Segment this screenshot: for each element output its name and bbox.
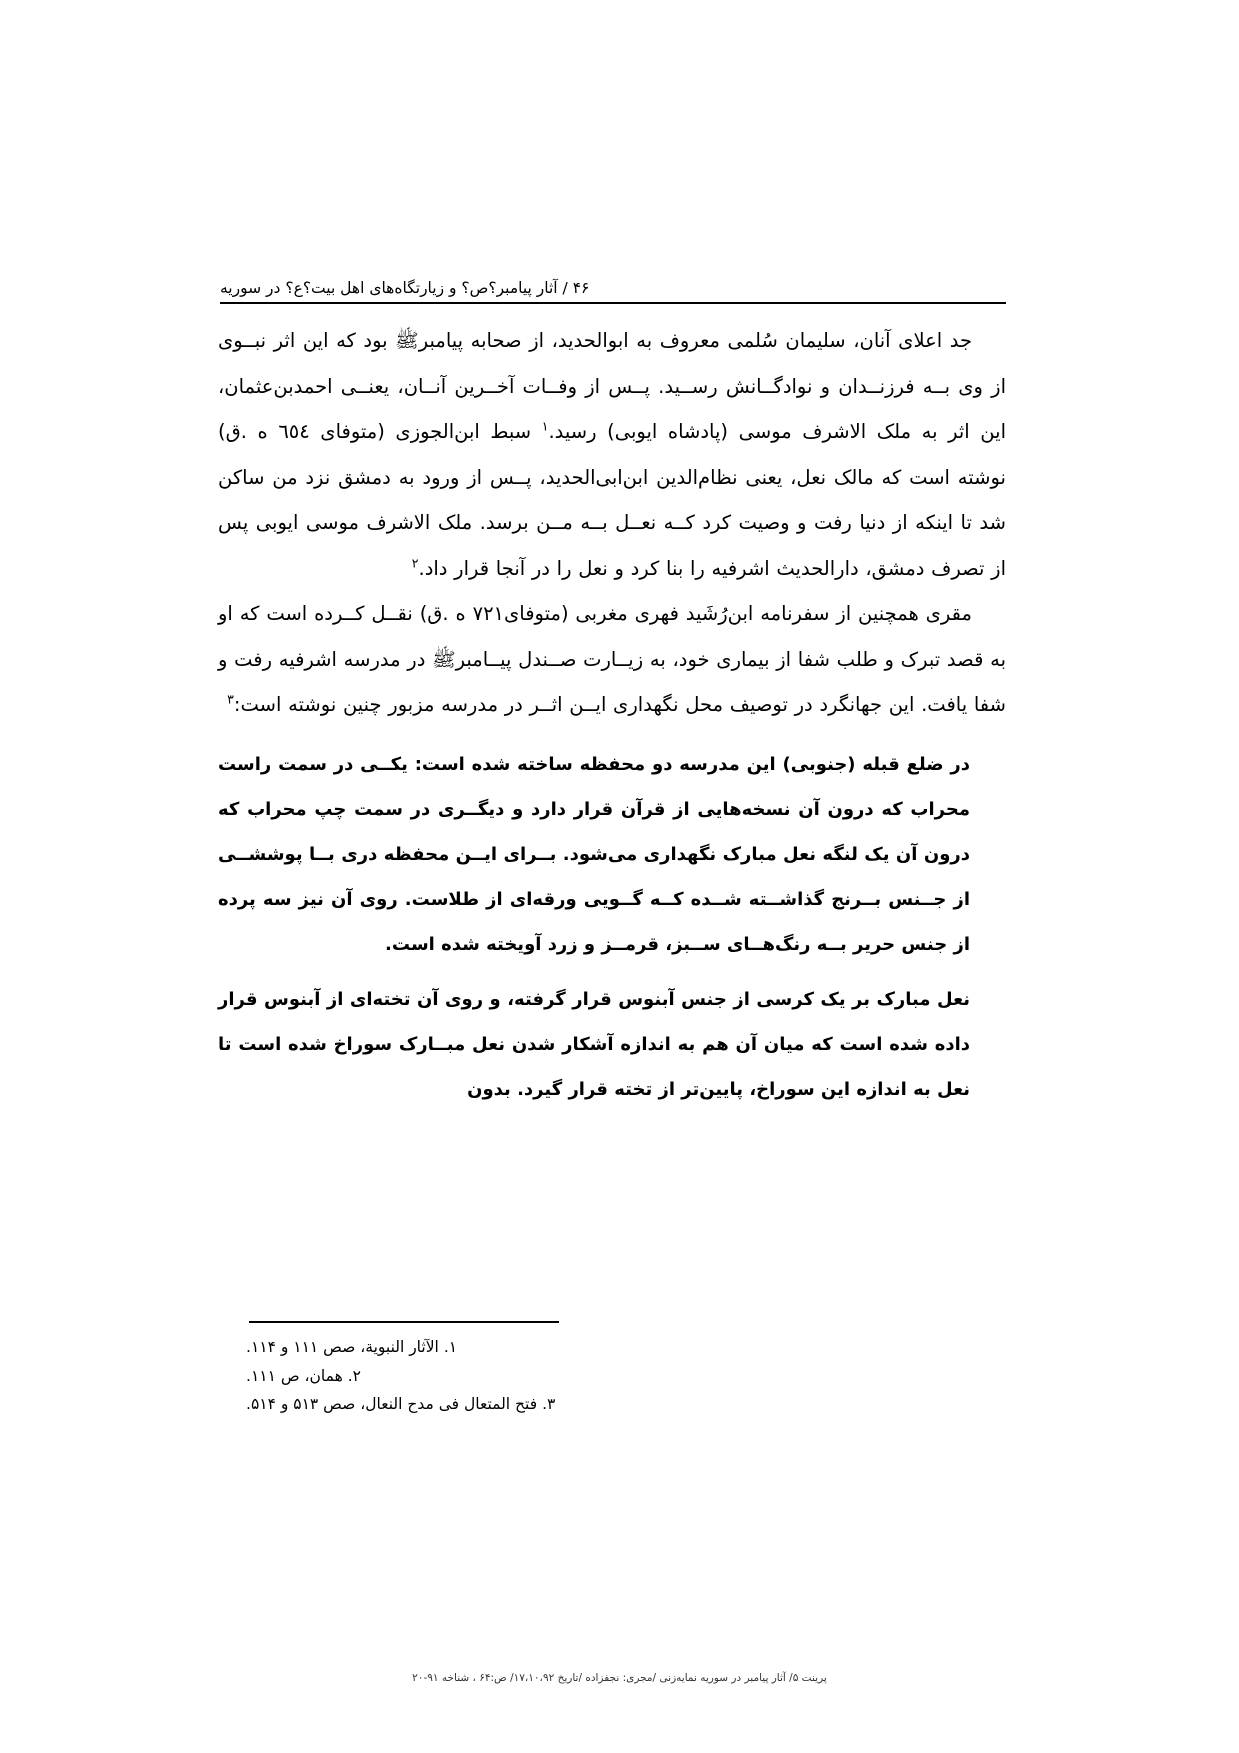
paragraph-1-text-a: جد اعلای آنان، سلیمان سُلمی معروف به ابوالحدید، از صحابه پیامبرﷺ بود که این اثر نبــوی از وی بــه فرزنــدان و نوادگــانش رســید. پــس از وفــات آخــرین آنــان، یعنــی احمدبن‌عثمان، این اثر به ملک الاشرف موسی (پادشاه ایوبی) رسید. (218, 329, 1006, 443)
footnote-ref-3: ۳ (227, 691, 234, 707)
header-rule (220, 302, 1006, 304)
footnote-item (246, 1390, 1006, 1419)
footnote-marker: ۲. (347, 1366, 361, 1385)
running-header (220, 278, 1006, 298)
block-quote-paragraph-2: نعل مبارک بر یک کرسی از جنس آبنوس قرار گرفته، و روی آن تخته‌ای از آبنوس قرار داده شده است که میان آن هم به اندازه آشکار شدن نعل مبــارک سوراخ شده است تا نعل به اندازه این سوراخ، پایین‌تر از تخته قرار گیرد. بدون (218, 988, 970, 1100)
paragraph-2 (218, 591, 1006, 728)
print-stamp: پرینت ۵/ آثار پیامبر در سوریه نمایه‌زنی /مجری: نجفزاده /تاریخ ۱۷،۱۰،۹۲/ ص:۶۴ ، شناخه ۹۱-۲۰ (412, 1672, 827, 1684)
footnote-separator (249, 1321, 559, 1323)
paragraph-1 (218, 318, 1006, 591)
block-quote-paragraph-1: در ضلع قبله (جنوبی) این مدرسه دو محفظه ساخته شده است: یکــی در سمت راست محراب که درون آن نسخه‌هایی از قرآن قرار دارد و دیگــری در سمت چپ محراب که درون آن یک لنگه نعل مبارک نگهداری می‌شود. بــرای ایــن محفظه دری بــا پوششــی از جــنس بــرنج گذاشــته شــده کــه گــویی ورقه‌ای از طلاست. روی آن نیز سه پرده از جنس حریر بــه رنگ‌هــای ســبز، قرمــز و زرد آویخته شده است. (218, 753, 970, 955)
body-text (218, 318, 1006, 1112)
footnote-ref-1: ۱ (541, 418, 549, 434)
footnote-marker: ۳. (542, 1395, 556, 1413)
block-quote (218, 742, 1006, 1112)
footnote-item (246, 1362, 1006, 1391)
paragraph-2-text: مقری همچنین از سفرنامه ابن‌رُشَید فهری مغربی (متوفای٧٢١ ه .ق) نقــل کــرده است که او به قصد تبرک و طلب شفا از بیماری خود، به زیــارت صــندل پیــامبرﷺ در مدرسه اشرفیه رفت و شفا یافت. این جهانگرد در توصیف محل نگهداری ایــن اثــر در مدرسه مزبور چنین نوشته است: (218, 602, 1006, 716)
footnote-list (246, 1333, 1006, 1419)
footnote-text: همان، ص ۱۱۱. (246, 1366, 343, 1385)
footnote-ref-2: ۲ (411, 555, 419, 570)
paragraph-1-text-b: سبط ابن‌الجوزی (متوفای ٦٥٤ ه .ق) نوشته است که مالک نعل، یعنی نظام‌الدین ابن‌ابی‌الحدید، پــس از ورود به دمشق نزد من ساکن شد تا اینکه از دنیا رفت و وصیت کرد کــه نعــل بــه مــن برسد. ملک الاشرف موسی ایوبی پس از تصرف دمشق، دارالحدیث اشرفیه را بنا کرد و نعل را در آنجا قرار داد. (218, 420, 1006, 580)
running-header-text: ۶۴ / آثار پیامبر؟ص؟ و زیارتگاه‌های اهل بیت؟ع؟ در سوریه (220, 279, 590, 297)
footnote-text: الآثار النبویة، صص ۱۱۱ و ۱۱۴. (246, 1338, 439, 1356)
footnote-item (246, 1333, 1006, 1362)
footnote-text: فتح المتعال فی مدح النعال، صص ۵۱۳ و ۵۱۴. (246, 1395, 538, 1413)
footnote-marker: ۱. (443, 1338, 458, 1356)
